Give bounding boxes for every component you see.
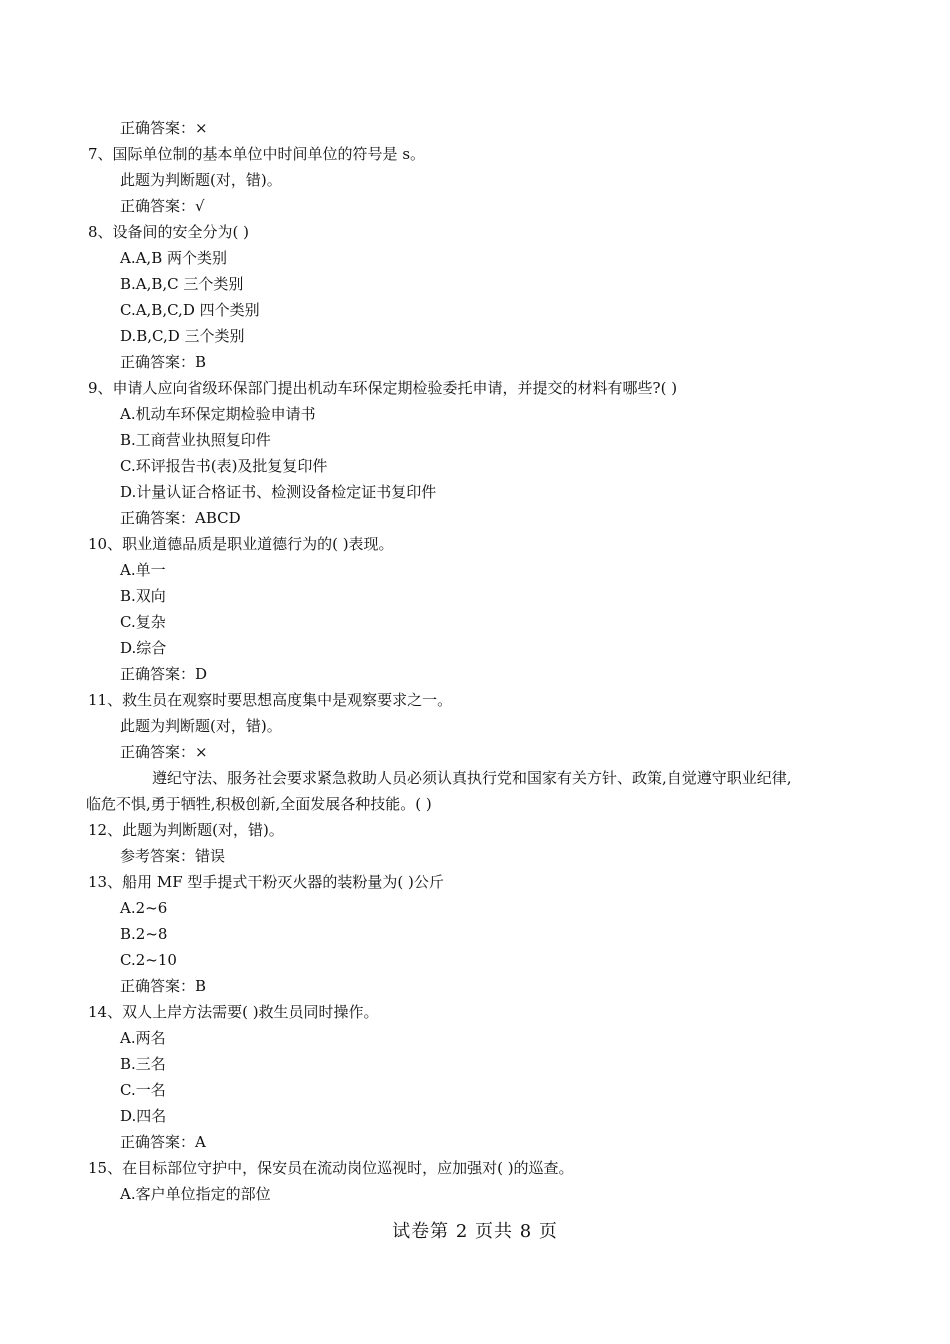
answer-option: A.客户单位指定的部位 (120, 1185, 271, 1203)
question-paragraph: 临危不惧,勇于牺牲,积极创新,全面发展各种技能。( ) (86, 795, 432, 813)
answer-option: C.复杂 (120, 613, 166, 631)
question-paragraph: 遵纪守法、服务社会要求紧急救助人员必须认真执行党和国家有关方针、政策,自觉遵守职业纪律, (152, 769, 792, 787)
answer-key: 参考答案：错误 (120, 847, 226, 865)
answer-key: 正确答案：B (120, 977, 207, 995)
answer-option: A.2~6 (120, 899, 168, 917)
answer-key: 正确答案：√ (120, 197, 205, 215)
page-footer: 试卷第 2 页共 8 页 (392, 1221, 558, 1242)
question-stem: 14、双人上岸方法需要( )救生员同时操作。 (88, 1003, 379, 1021)
answer-option: A.机动车环保定期检验申请书 (120, 405, 316, 423)
question-stem: 13、船用 MF 型手提式干粉灭火器的装粉量为( )公斤 (88, 873, 444, 891)
question-stem: 9、申请人应向省级环保部门提出机动车环保定期检验委托申请，并提交的材料有哪些?( ) (88, 379, 678, 397)
answer-option: D.计量认证合格证书、检测设备检定证书复印件 (120, 483, 437, 501)
question-stem: 15、在目标部位守护中，保安员在流动岗位巡视时，应加强对( )的巡查。 (88, 1159, 574, 1177)
answer-key: 正确答案：× (120, 743, 208, 761)
question-stem: 12、此题为判断题(对，错)。 (88, 821, 284, 839)
answer-option: C.2~10 (120, 951, 177, 969)
answer-option: C.A,B,C,D 四个类别 (120, 301, 260, 319)
question-list (0, 115, 950, 1207)
answer-option: B.2~8 (120, 925, 168, 943)
answer-option: D.综合 (120, 639, 167, 657)
question-stem: 7、国际单位制的基本单位中时间单位的符号是 s。 (88, 145, 426, 163)
answer-option: C.环评报告书(表)及批复复印件 (120, 457, 328, 475)
answer-option: A.两名 (120, 1029, 166, 1047)
answer-option: B.三名 (120, 1055, 166, 1073)
answer-key: 正确答案：× (120, 119, 208, 137)
answer-key: 正确答案：B (120, 353, 207, 371)
answer-key: 正确答案：A (120, 1133, 206, 1151)
answer-key: 正确答案：ABCD (120, 509, 241, 527)
question-stem: 11、救生员在观察时要思想高度集中是观察要求之一。 (88, 691, 453, 709)
answer-option: D.四名 (120, 1107, 167, 1125)
question-stem: 10、职业道德品质是职业道德行为的( )表现。 (88, 535, 394, 553)
question-stem: 8、设备间的安全分为( ) (88, 223, 250, 241)
answer-option: C.一名 (120, 1081, 166, 1099)
answer-option: A.A,B 两个类别 (120, 249, 227, 267)
answer-key: 正确答案：D (120, 665, 208, 683)
answer-option: D.B,C,D 三个类别 (120, 327, 245, 345)
text-line: 此题为判断题(对，错)。 (120, 171, 282, 189)
answer-option: B.A,B,C 三个类别 (120, 275, 244, 293)
answer-option: B.双向 (120, 587, 166, 605)
text-line: 此题为判断题(对，错)。 (120, 717, 282, 735)
answer-option: B.工商营业执照复印件 (120, 431, 271, 449)
answer-option: A.单一 (120, 561, 166, 579)
